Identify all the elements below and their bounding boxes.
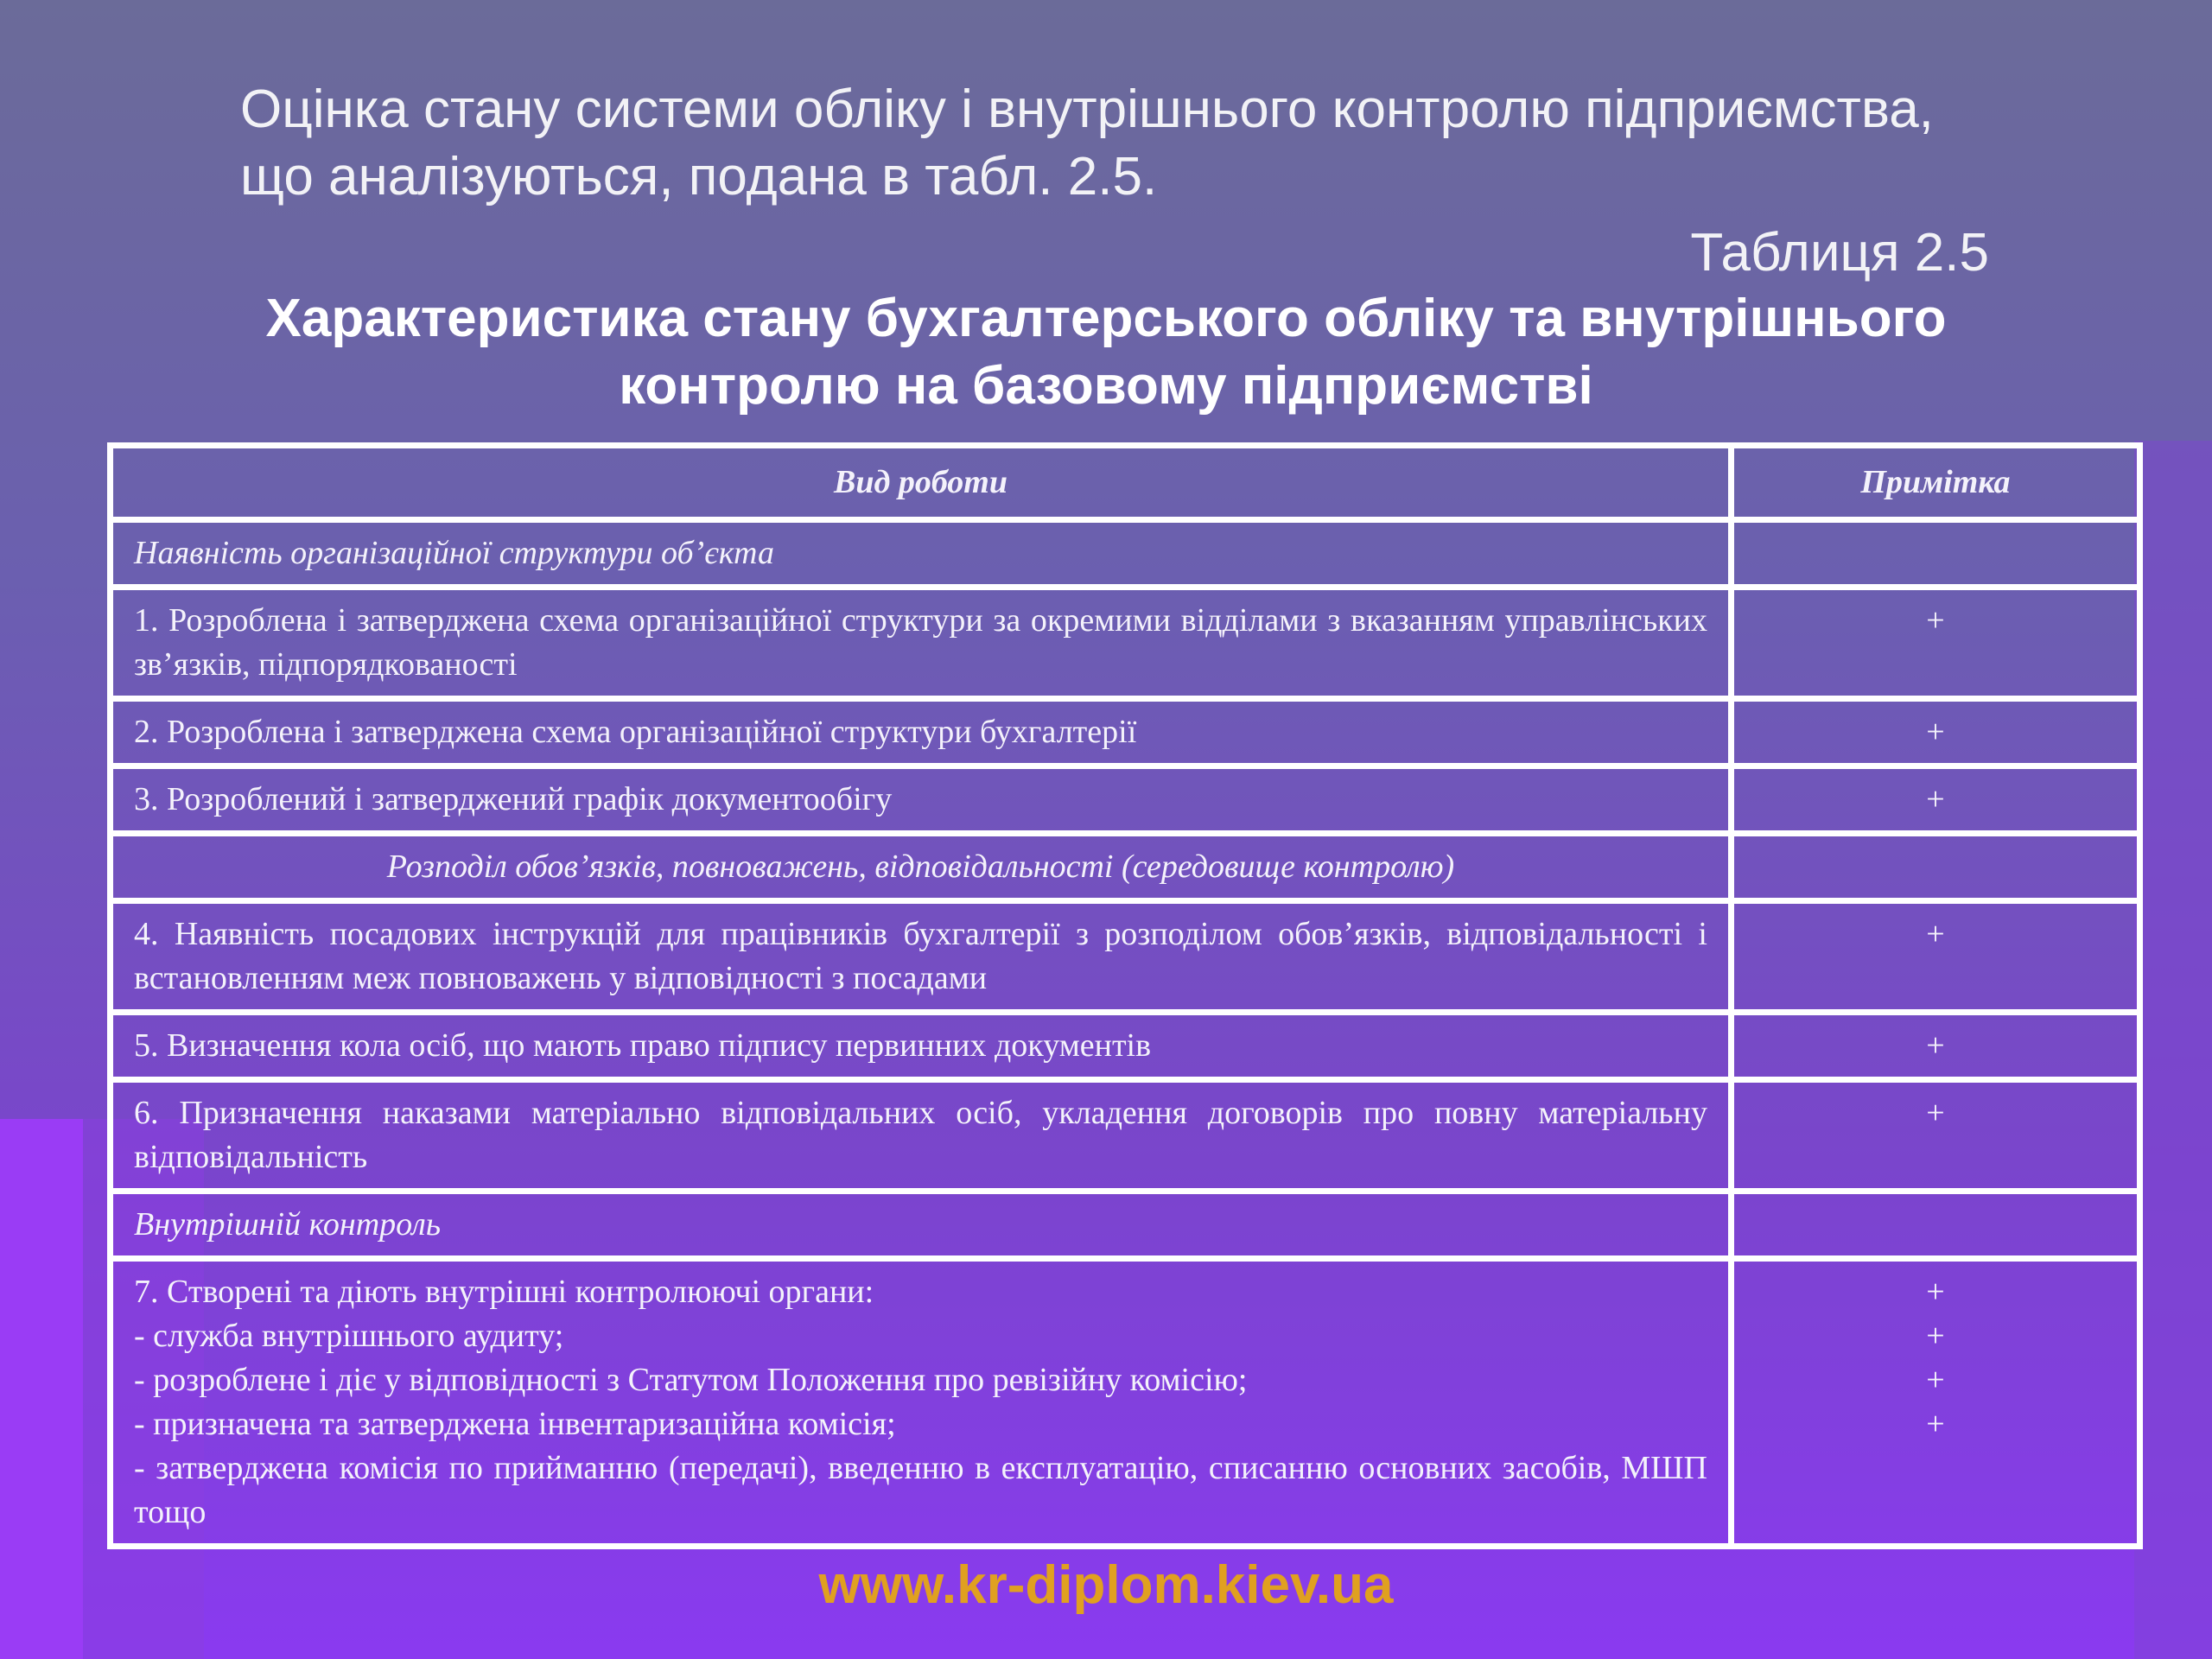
section-row — [111, 520, 2140, 588]
row-note: + — [1731, 588, 2139, 699]
row-note: + — [1731, 901, 2139, 1013]
footer-url-link[interactable]: www.kr-diplom.kiev.ua — [818, 1555, 1394, 1615]
table-title: Характеристика стану бухгалтерського обліку та внутрішнього контролю на базовому підприємстві — [265, 289, 1947, 416]
section-internal-control: Внутрішній контроль — [111, 1192, 1732, 1259]
table-row — [111, 1259, 2140, 1547]
row-note: + — [1926, 1406, 1945, 1442]
table-row — [111, 1080, 2140, 1192]
row-note: + — [1926, 1318, 1945, 1354]
row-text: 4. Наявність посадових інструкцій для працівників бухгалтерії з розподілом обов’язків, відповідальності і встановленням меж повноважень у відповідності з посадами — [111, 901, 1732, 1013]
row-line: - призначена та затверджена інвентаризаційна комісія; — [134, 1406, 896, 1442]
row-text: 5. Визначення кола осіб, що мають право підпису первинних документів — [111, 1013, 1732, 1080]
empty-note-cell — [1731, 1192, 2139, 1259]
row-text-multiline — [111, 1259, 1732, 1547]
section-control-environment: Розподіл обов’язків, повноважень, відповідальності (середовище контролю) — [111, 834, 1732, 901]
row-line: - служба внутрішнього аудиту; — [134, 1318, 564, 1354]
header-work-type: Вид роботи — [111, 446, 1732, 520]
row-note: + — [1731, 699, 2139, 766]
table-row — [111, 588, 2140, 699]
section-row — [111, 1192, 2140, 1259]
row-line: - розроблене і діє у відповідності з Статутом Положення про ревізійну комісію; — [134, 1362, 1248, 1398]
row-note: + — [1926, 1274, 1945, 1310]
row-text: 3. Розроблений і затверджений графік документообігу — [111, 766, 1732, 834]
section-row — [111, 834, 2140, 901]
intro-paragraph: Оцінка стану системи обліку і внутрішнього контролю підприємства, що аналізуються, подана в табл. 2.5. — [240, 79, 1934, 207]
decorative-stripe-right — [2134, 441, 2212, 1659]
row-note: + — [1731, 1080, 2139, 1192]
row-text: 1. Розроблена і затверджена схема організаційної структури за окремими відділами з вказанням управлінських зв’язків, підпорядкованості — [111, 588, 1732, 699]
status-table-container — [107, 442, 2143, 1549]
row-notes — [1731, 1259, 2139, 1547]
header-note: Примітка — [1731, 446, 2139, 520]
row-line: 7. Створені та діють внутрішні контролюючі органи: — [134, 1274, 874, 1310]
table-header-row — [111, 446, 2140, 520]
table-row — [111, 766, 2140, 834]
table-row — [111, 699, 2140, 766]
row-note: + — [1926, 1362, 1945, 1398]
table-row — [111, 901, 2140, 1013]
table-row — [111, 1013, 2140, 1080]
empty-note-cell — [1731, 520, 2139, 588]
row-note: + — [1731, 1013, 2139, 1080]
empty-note-cell — [1731, 834, 2139, 901]
status-table — [107, 442, 2143, 1549]
row-note: + — [1731, 766, 2139, 834]
section-org-structure: Наявність організаційної структури об’єкта — [111, 520, 1732, 588]
row-text: 2. Розроблена і затверджена схема організаційної структури бухгалтерії — [111, 699, 1732, 766]
table-number: Таблиця 2.5 — [1690, 223, 1989, 283]
row-text: 6. Призначення наказами матеріально відповідальних осіб, укладення договорів про повну матеріальну відповідальність — [111, 1080, 1732, 1192]
row-line: - затверджена комісія по прийманню (передачі), введенню в експлуатацію, списанню основних засобів, МШП тощо — [134, 1450, 1707, 1530]
